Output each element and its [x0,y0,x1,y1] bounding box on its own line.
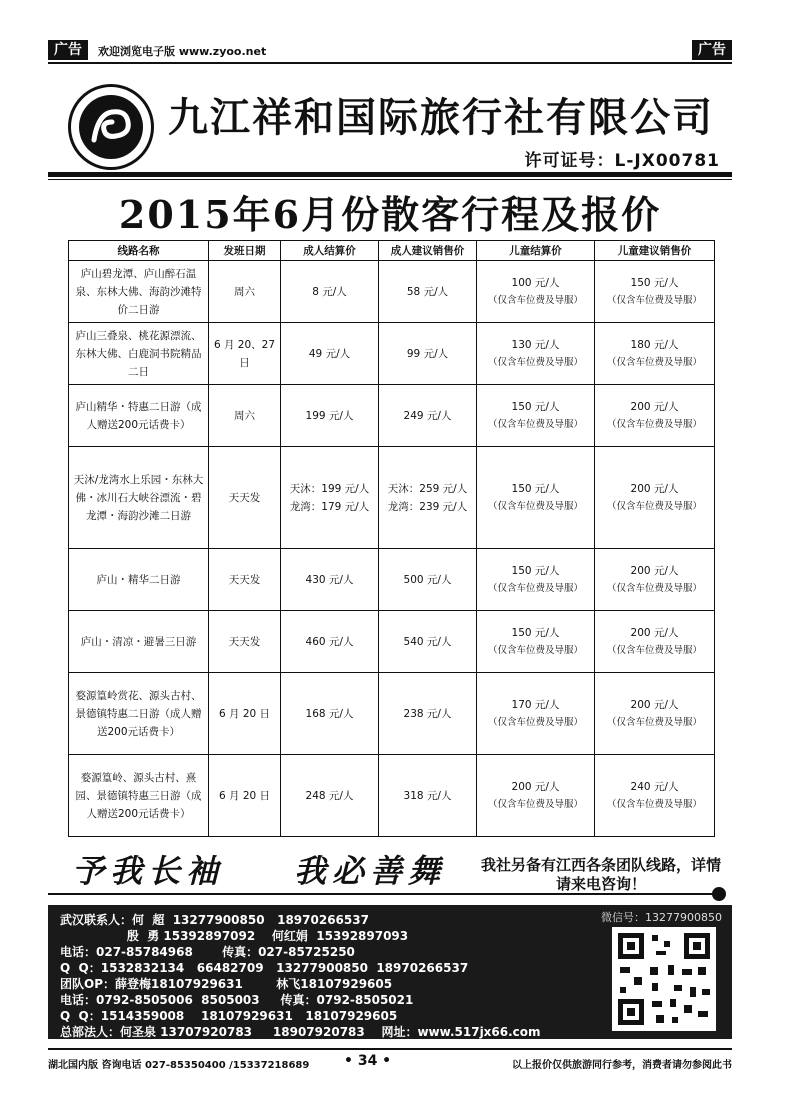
child-price-note: （仅含车位费及导服） [487,356,583,368]
adult-price-cell [281,385,379,447]
contact-line: 团队OP：薛登梅18107929631 林飞18107929605 [60,977,393,991]
child-price-note: （仅含车位费及导服） [487,716,583,728]
contact-line: 武汉联系人：何 超 13277900850 18970266537 [60,913,369,927]
header-child-retail: 儿童建议销售价 [595,241,715,261]
table-row [69,611,715,673]
dragon-logo-icon [84,100,138,154]
child-price-cell [477,611,595,673]
child-retail-cell [595,673,715,755]
child-retail-cell-text: 180 元/人 [630,338,679,351]
child-retail-cell [595,261,715,323]
header-adult-retail: 成人建议销售价 [379,241,477,261]
adult-retail-cell [379,447,477,549]
table-row [69,385,715,447]
route-cell [69,611,209,673]
date-cell [209,323,281,385]
bullet-dot [712,887,726,901]
child-retail-cell [595,549,715,611]
child-price-note: （仅含车位费及导服） [606,500,702,512]
adult-price-cell [281,673,379,755]
contact-line: Q Q：1514359008 18107929631 18107929605 [60,1009,398,1023]
adult-price-cell-text: 168 元/人 [305,707,354,720]
route-cell-text: 婺源篁岭赏花、源头古村、景德镇特惠二日游（成人赠送200元话费卡） [75,689,202,738]
child-price-cell-text: 170 元/人 [511,698,560,711]
route-cell [69,447,209,549]
contact-line: 殷 勇 15392897092 何红娟 15392897093 [60,929,409,943]
child-price-cell-text: 150 元/人 [511,400,560,413]
table-row [69,755,715,837]
footer-edition: 湖北国内版 咨询电话 027-85350400 /15337218689 [48,1060,310,1071]
child-price-cell [477,323,595,385]
route-cell-text: 婺源篁岭、源头古村、熹园、景德镇特惠三日游（成人赠送200元话费卡） [75,771,202,820]
adult-retail-cell [379,385,477,447]
adult-retail-cell-text: 318 元/人 [403,789,452,802]
adult-price-cell-text: 199 元/人 [305,409,354,422]
contact-line: Q Q：1532832134 66482709 13277900850 18970266537 [60,961,469,975]
child-retail-cell-text: 200 元/人 [630,698,679,711]
adult-retail-cell [379,673,477,755]
top-bar [48,40,732,64]
adult-retail-cell-text: 540 元/人 [403,635,452,648]
date-cell [209,385,281,447]
child-price-cell-text: 200 元/人 [511,780,560,793]
company-name: 九江祥和国际旅行社有限公司 [168,94,714,141]
child-price-cell-text: 150 元/人 [511,482,560,495]
adult-price-cell-text: 49 元/人 [308,347,351,360]
child-retail-cell [595,611,715,673]
child-price-cell [477,549,595,611]
child-price-note: （仅含车位费及导服） [606,798,702,810]
ad-tag-left: 广告 [48,40,88,60]
child-retail-cell-text: 200 元/人 [630,564,679,577]
child-retail-cell [595,385,715,447]
divider [48,893,718,895]
child-retail-cell [595,447,715,549]
table-row [69,549,715,611]
adult-retail-cell [379,549,477,611]
ad-tag-right: 广告 [692,40,732,60]
qr-code [612,927,716,1031]
route-cell-text: 庐山・清凉・避暑三日游 [80,635,197,648]
child-retail-cell-text: 150 元/人 [630,276,679,289]
route-cell [69,261,209,323]
route-cell [69,673,209,755]
adult-price-cell-text: 248 元/人 [305,789,354,802]
contact-line: 总部法人：何圣泉 13707920783 18907920783 网址：www.517jx66.com [60,1025,541,1039]
adult-price-cell [281,323,379,385]
adult-retail-cell-text: 99 元/人 [406,347,449,360]
team-route-notice: 我社另备有江西各条团队线路，详情请来电咨询！ [480,856,721,893]
adult-price-cell-text: 8 元/人 [312,285,347,298]
route-cell-text: 庐山・精华二日游 [96,573,181,586]
adult-retail-cell-text: 238 元/人 [403,707,452,720]
header [48,68,732,180]
date-cell-text: 周六 [234,409,255,422]
child-price-cell-text: 100 元/人 [511,276,560,289]
adult-price-cell-text: 天沐：199 元/人 龙湾：179 元/人 [289,482,370,513]
child-price-cell [477,261,595,323]
child-price-note: （仅含车位费及导服） [606,582,702,594]
child-price-note: （仅含车位费及导服） [487,798,583,810]
adult-retail-cell [379,755,477,837]
divider-thin [48,179,732,180]
date-cell [209,611,281,673]
table-row [69,447,715,549]
child-retail-cell-text: 200 元/人 [630,400,679,413]
date-cell [209,447,281,549]
child-price-note: （仅含车位费及导服） [606,644,702,656]
route-cell [69,549,209,611]
wechat-id: 微信号：13277900850 [601,911,722,924]
header-adult: 成人结算价 [281,241,379,261]
route-cell [69,385,209,447]
contact-panel [48,905,732,1039]
footer-disclaimer: 以上报价仅供旅游同行参考，消费者请勿参阅此书 [512,1060,732,1071]
route-cell-text: 天沐/龙湾水上乐园・东林大佛・冰川石大峡谷漂流・碧龙潭・海韵沙滩二日游 [73,473,204,522]
adult-price-cell [281,447,379,549]
table-row [69,261,715,323]
route-cell-text: 庐山精华・特惠二日游（成人赠送200元话费卡） [75,400,202,431]
child-retail-cell [595,323,715,385]
child-price-note: （仅含车位费及导服） [487,582,583,594]
adult-price-cell-text: 430 元/人 [305,573,354,586]
qr-code-icon [612,927,716,1031]
adult-retail-cell [379,323,477,385]
adult-price-cell [281,549,379,611]
table-header-row [69,241,715,261]
site-link[interactable]: 欢迎浏览电子版 www.zyoo.net [98,45,267,58]
adult-price-cell [281,261,379,323]
child-price-note: （仅含车位费及导服） [487,500,583,512]
page-number: • 34 • [344,1053,392,1069]
date-cell [209,549,281,611]
child-price-cell [477,447,595,549]
date-cell [209,673,281,755]
child-price-note: （仅含车位费及导服） [606,418,702,430]
child-price-cell-text: 150 元/人 [511,564,560,577]
child-retail-cell-text: 200 元/人 [630,626,679,639]
company-logo [68,84,154,170]
date-cell-text: 6 月 20 日 [218,707,271,720]
child-price-cell-text: 130 元/人 [511,338,560,351]
date-cell-text: 6 月 20 日 [218,789,271,802]
child-price-cell [477,673,595,755]
route-cell-text: 庐山碧龙潭、庐山醉石温泉、东林大佛、海韵沙滩特价二日游 [75,267,202,316]
child-price-note: （仅含车位费及导服） [487,644,583,656]
route-cell [69,323,209,385]
child-retail-cell-text: 200 元/人 [630,482,679,495]
page-title: 2015年6月份散客行程及报价 [118,192,662,237]
date-cell-text: 6 月 20、27 日 [213,338,276,369]
footer [48,1048,732,1076]
date-cell-text: 天天发 [228,491,261,504]
child-price-note: （仅含车位费及导服） [487,294,583,306]
header-date: 发班日期 [209,241,281,261]
child-price-note: （仅含车位费及导服） [606,356,702,368]
child-price-cell [477,385,595,447]
date-cell [209,755,281,837]
slogan-left: 予我长袖 [72,852,225,890]
price-table [68,240,715,837]
table-row [69,673,715,755]
child-price-note: （仅含车位费及导服） [606,294,702,306]
date-cell [209,261,281,323]
child-retail-cell [595,755,715,837]
adult-retail-cell-text: 249 元/人 [403,409,452,422]
date-cell-text: 周六 [234,285,255,298]
adult-retail-cell [379,261,477,323]
date-cell-text: 天天发 [228,635,261,648]
child-retail-cell-text: 240 元/人 [630,780,679,793]
adult-retail-cell-text: 58 元/人 [406,285,449,298]
header-child: 儿童结算价 [477,241,595,261]
adult-retail-cell [379,611,477,673]
divider [48,172,732,177]
header-route: 线路名称 [69,241,209,261]
table-row [69,323,715,385]
license-number: 许可证号：L-JX00781 [524,151,720,171]
child-price-cell [477,755,595,837]
adult-price-cell-text: 460 元/人 [305,635,354,648]
slogan-right: 我必善舞 [294,852,447,890]
date-cell-text: 天天发 [228,573,261,586]
route-cell [69,755,209,837]
contact-line: 电话：027-85784968 传真：027-85725250 [60,945,355,959]
adult-price-cell [281,755,379,837]
child-price-note: （仅含车位费及导服） [606,716,702,728]
child-price-cell-text: 150 元/人 [511,626,560,639]
adult-retail-cell-text: 500 元/人 [403,573,452,586]
adult-price-cell [281,611,379,673]
contact-line: 电话：0792-8505006 8505003 传真：0792-8505021 [60,993,414,1007]
child-price-note: （仅含车位费及导服） [487,418,583,430]
route-cell-text: 庐山三叠泉、桃花源漂流、东林大佛、白鹿洞书院精品二日 [75,329,202,378]
adult-retail-cell-text: 天沐：259 元/人 龙湾：239 元/人 [387,482,468,513]
